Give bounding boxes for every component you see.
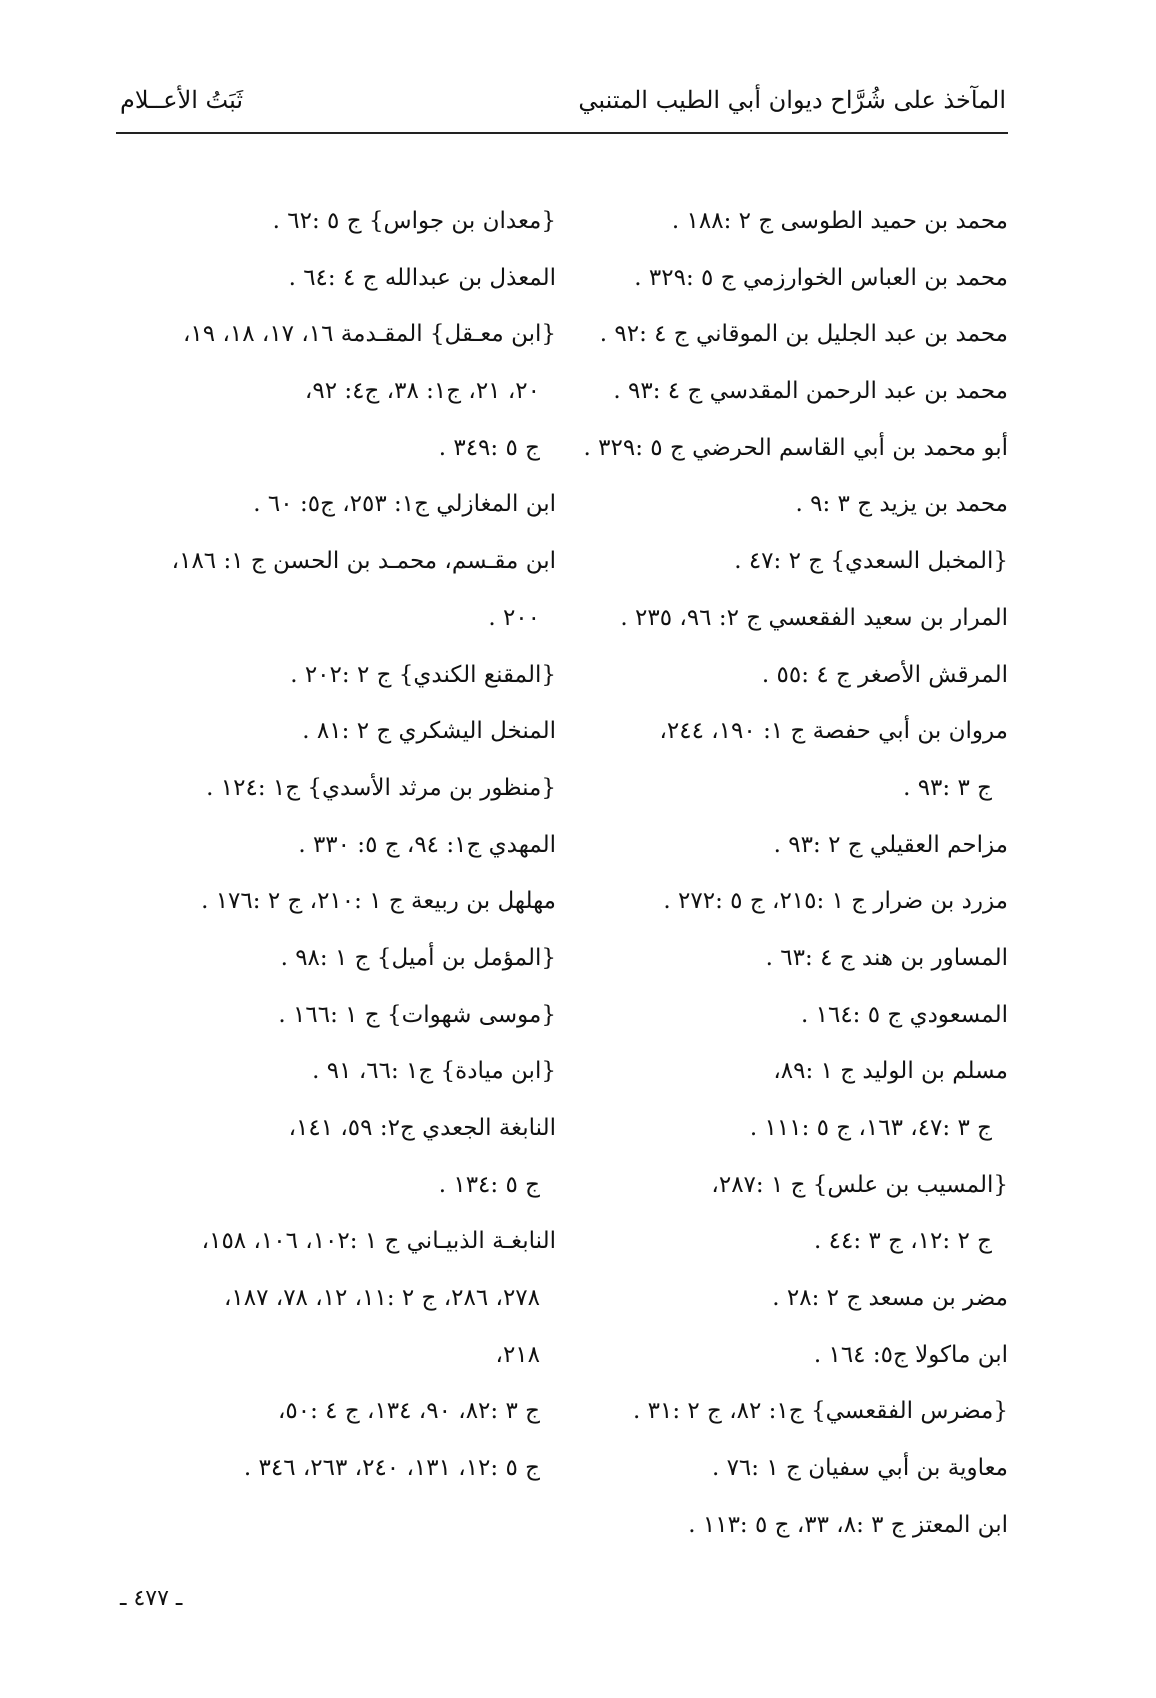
index-entry: محمد بن عبد الجليل بن الموقاني ج ٤ :٩٢ .: [599, 321, 1008, 348]
index-entry: معاوية بن أبي سفيان ج ١ :٧٦ .: [711, 1455, 1008, 1482]
index-entry: {المخبل السعدي} ج ٢ :٤٧ .: [734, 548, 1008, 575]
index-entry: محمد بن عبد الرحمن المقدسي ج ٤ :٩٣ .: [613, 378, 1008, 405]
index-entry: {مضرس الفقعسي} ج١: ٨٢، ج ٢ :٣١ .: [632, 1398, 1008, 1425]
index-entry: النابغـة الذبيـاني ج ١ :١٠٢، ١٠٦، ١٥٨،: [201, 1228, 556, 1255]
index-entry: {موسى شهوات} ج ١ :١٦٦ .: [278, 1001, 556, 1028]
index-entry: المنخل اليشكري ج ٢ :٨١ .: [302, 718, 556, 745]
index-entry: المرقش الأصغر ج ٤ :٥٥ .: [761, 661, 1008, 688]
index-entry: مضر بن مسعد ج ٢ :٢٨ .: [772, 1285, 1008, 1312]
index-entry: محمد بن حميد الطوسى ج ٢ :١٨٨ .: [671, 208, 1008, 234]
index-entry: مزاحم العقيلي ج ٢ :٩٣ .: [773, 831, 1008, 858]
index-entry: ج ٣ :٩٣ .: [903, 774, 992, 801]
index-entry: ج ٢ :١٢، ج ٣ :٤٤ .: [814, 1228, 992, 1255]
index-entry: مروان بن أبي حفصة ج ١: ١٩٠، ٢٤٤،: [659, 718, 1008, 745]
index-entry: النابغة الجعدي ج٢: ٥٩، ١٤١،: [288, 1115, 556, 1141]
index-entry: ابن مقـسم، محمـد بن الحسن ج ١: ١٨٦،: [171, 548, 556, 575]
index-entry: المعذل بن عبدالله ج ٤ :٦٤ .: [288, 264, 556, 291]
index-entry: محمد بن العباس الخوارزمي ج ٥ :٣٢٩ .: [634, 264, 1008, 291]
index-entry: ٢٠، ٢١، ج١: ٣٨، ج٤: ٩٢،: [304, 378, 540, 405]
page-number: ـ ٤٧٧ ـ: [120, 1586, 183, 1611]
index-entry: ج ٥ :١٢، ١٣١، ٢٤٠، ٢٦٣، ٣٤٦ .: [243, 1455, 540, 1482]
index-column-right: [583, 193, 1008, 1554]
index-entry: ٢٠٠ .: [488, 604, 540, 631]
index-entry: {المسيب بن علس} ج ١ :٢٨٧،: [711, 1171, 1008, 1198]
index-entry: ٢١٨،: [495, 1341, 540, 1368]
index-entry: المسعودي ج ٥ :١٦٤ .: [800, 1001, 1008, 1028]
index-entry: ج ٥ :٣٤٩ .: [438, 434, 540, 461]
section-title: ثَبَتُ الأعــلام: [120, 86, 244, 114]
index-entry: مهلهل بن ربيعة ج ١ :٢١٠، ج ٢ :١٧٦ .: [201, 888, 556, 915]
index-entry: ج ٥ :١٣٤ .: [438, 1171, 540, 1198]
index-entry: أبو محمد بن أبي القاسم الحرضي ج ٥ :٣٢٩ .: [583, 434, 1008, 461]
index-entry: المساور بن هند ج ٤ :٦٣ .: [765, 944, 1008, 971]
index-entry: ابن ماكولا ج٥: ١٦٤ .: [813, 1341, 1008, 1368]
index-entry: ٢٧٨، ٢٨٦، ج ٢ :١١، ١٢، ٧٨، ١٨٧،: [223, 1285, 540, 1312]
index-column-left: [116, 193, 556, 1497]
book-title: المآخذ على شُرَّاح ديوان أبي الطيب المتنبي: [578, 86, 1006, 114]
index-entry: {معدان بن جواس} ج ٥ :٦٢ .: [272, 208, 556, 234]
index-entry: {المؤمل بن أميل} ج ١ :٩٨ .: [280, 944, 556, 971]
index-entry: ج ٣ :٨٢، ٩٠، ١٣٤، ج ٤ :٥٠،: [277, 1398, 540, 1425]
index-entry: ج ٣ :٤٧، ١٦٣، ج ٥ :١١١ .: [749, 1115, 992, 1141]
header-divider: [116, 132, 1008, 134]
index-entry: {ابن ميادة} ج١ :٦٦، ٩١ .: [312, 1058, 556, 1085]
index-entry: {المقنع الكندي} ج ٢ :٢٠٢ .: [290, 661, 556, 688]
index-entry: مسلم بن الوليد ج ١ :٨٩،: [773, 1058, 1008, 1085]
index-entry: ابن المعتز ج ٣ :٨، ٣٣، ج ٥ :١١٣ .: [688, 1511, 1008, 1538]
index-entry: ابن المغازلي ج١: ٢٥٣، ج٥: ٦٠ .: [253, 491, 556, 518]
index-entry: {منظور بن مرثد الأسدي} ج١ :١٢٤ .: [206, 774, 556, 801]
index-entry: مزرد بن ضرار ج ١ :٢١٥، ج ٥ :٢٧٢ .: [663, 888, 1008, 915]
index-entry: المهدي ج١: ٩٤، ج ٥: ٣٣٠ .: [298, 831, 556, 858]
index-entry: المرار بن سعيد الفقعسي ج ٢: ٩٦، ٢٣٥ .: [620, 604, 1008, 631]
index-entry: محمد بن يزيد ج ٣ :٩ .: [795, 491, 1008, 518]
index-entry: {ابن معـقل} المقـدمة ١٦، ١٧، ١٨، ١٩،: [182, 321, 556, 348]
